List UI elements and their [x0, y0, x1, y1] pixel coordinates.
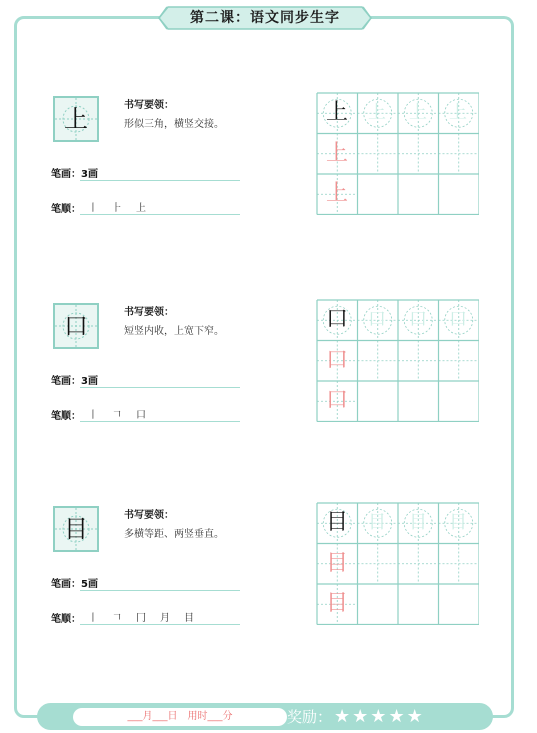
stroke-count-row	[51, 372, 98, 387]
reward-stars	[332, 708, 423, 726]
practice-trace-char: 目	[409, 512, 427, 533]
writing-tips-text: 短竖内收，上宽下窄。	[124, 326, 224, 337]
writing-tips-title: 书写要领：	[124, 510, 174, 521]
stroke-count-line	[80, 590, 240, 591]
writing-tips-title: 书写要领：	[124, 307, 174, 318]
practice-red-char: 口	[325, 348, 348, 373]
stroke-step: 上	[136, 203, 146, 214]
lesson-2	[0, 207, 537, 422]
stroke-step: 口	[136, 410, 146, 421]
stroke-order-label: 笔顺：	[51, 614, 81, 625]
stroke-step: 𠃍	[112, 410, 122, 421]
char-box	[53, 506, 99, 552]
practice-trace-char: 目	[368, 512, 386, 533]
practice-grid	[316, 92, 479, 215]
practice-trace-char: 目	[449, 512, 467, 533]
lesson-char: 目	[64, 515, 88, 543]
reward-label: 奖励：	[287, 708, 333, 726]
stroke-order-label: 笔顺：	[51, 204, 81, 215]
stroke-count-value: 3画	[81, 169, 98, 180]
stroke-step: ⺊	[112, 203, 122, 214]
stroke-count-label: 笔画：	[51, 169, 81, 180]
date-time-field[interactable]: ___月___日 用时___分	[73, 708, 287, 726]
footer-bar	[37, 703, 493, 730]
practice-red-char: 上	[325, 141, 348, 166]
practice-grid	[316, 502, 479, 625]
stroke-order-sequence	[88, 609, 208, 624]
practice-model-char: 口	[325, 307, 348, 332]
stroke-count-value: 5画	[81, 579, 98, 590]
lesson-1	[0, 0, 537, 215]
writing-tips-text: 形似三角，横竖交接。	[124, 119, 224, 130]
stroke-step: 目	[184, 613, 194, 624]
practice-red-char: 目	[325, 591, 348, 616]
writing-tips-text: 多横等距、两竖垂直。	[124, 529, 224, 540]
stroke-count-row	[51, 575, 98, 590]
writing-tips-title: 书写要领：	[124, 100, 174, 111]
lesson-char: 口	[64, 312, 88, 340]
practice-grid	[316, 299, 479, 422]
char-box	[53, 96, 99, 142]
practice-red-char: 口	[325, 388, 348, 413]
stroke-step: 冂	[136, 613, 146, 624]
reward-area	[287, 706, 423, 728]
page-title: 第二课：语文同步生字	[190, 10, 340, 26]
stroke-order-line	[80, 624, 240, 625]
practice-red-char: 上	[325, 181, 348, 206]
stroke-step: 𠃍	[112, 613, 122, 624]
stroke-count-label: 笔画：	[51, 579, 81, 590]
stroke-count-row	[51, 165, 98, 180]
stroke-order-label: 笔顺：	[51, 411, 81, 422]
star-icon[interactable]: ★	[370, 706, 387, 727]
stroke-count-line	[80, 180, 240, 181]
stroke-step: 丨	[88, 613, 98, 624]
lesson-3	[0, 410, 537, 625]
stroke-step: 月	[160, 613, 170, 624]
lesson-char: 上	[64, 105, 88, 133]
practice-trace-char: 口	[449, 309, 467, 330]
practice-trace-char: 上	[449, 102, 467, 123]
star-icon[interactable]: ★	[352, 706, 369, 727]
practice-red-char: 目	[325, 551, 348, 576]
stroke-count-line	[80, 387, 240, 388]
star-icon[interactable]: ★	[334, 706, 351, 727]
star-icon[interactable]: ★	[406, 706, 423, 727]
stroke-step: 丨	[88, 203, 98, 214]
practice-model-char: 上	[325, 100, 348, 125]
stroke-count-value: 3画	[81, 376, 98, 387]
practice-model-char: 目	[325, 510, 348, 535]
stroke-count-label: 笔画：	[51, 376, 81, 387]
char-box	[53, 303, 99, 349]
star-icon[interactable]: ★	[388, 706, 405, 727]
practice-trace-char: 口	[409, 309, 427, 330]
practice-trace-char: 上	[368, 102, 386, 123]
practice-trace-char: 上	[409, 102, 427, 123]
practice-trace-char: 口	[368, 309, 386, 330]
stroke-step: 丨	[88, 410, 98, 421]
